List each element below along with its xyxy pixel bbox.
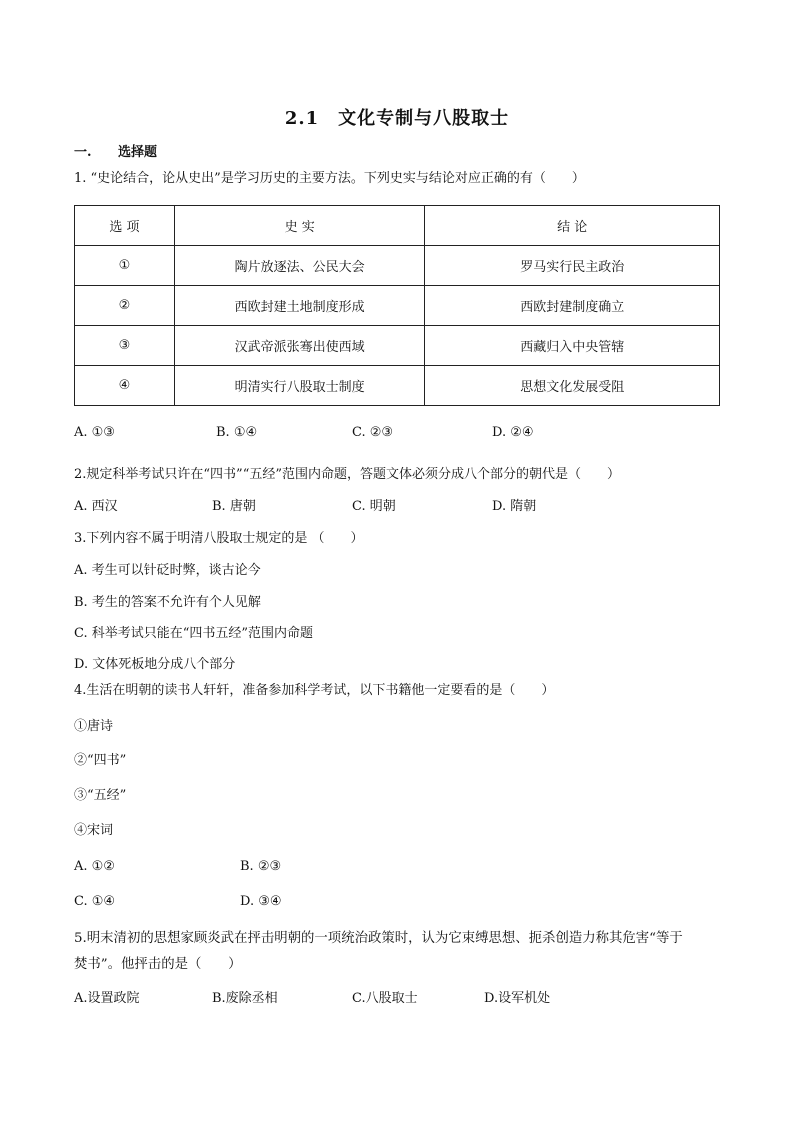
question-4-option-b: B. ②③ xyxy=(240,859,282,874)
table-row xyxy=(75,326,720,366)
question-5-option-c: C.八股取士 xyxy=(352,991,418,1006)
section-number: 一. xyxy=(74,145,92,160)
table-row xyxy=(75,246,720,286)
question-1-option-b: B. ①④ xyxy=(216,425,258,440)
question-4-stem: 4.生活在明朝的读书人轩轩，准备参加科学考试，以下书籍他一定要看的是（ ） xyxy=(74,683,555,698)
question-4-item: ④宋词 xyxy=(74,823,114,838)
section-heading xyxy=(74,144,157,162)
table-cell: ② xyxy=(75,286,175,326)
table-cell: ① xyxy=(75,246,175,286)
table-cell: 西藏归入中央管辖 xyxy=(425,326,720,366)
table-cell: 罗马实行民主政治 xyxy=(425,246,720,286)
question-5-stem: 5.明末清初的思想家顾炎武在抨击明朝的一项统治政策时，认为它束缚思想、扼杀创造力称其危害“等于 xyxy=(74,931,683,946)
question-1-option-a: A. ①③ xyxy=(74,425,115,440)
question-4-item: ②“四书” xyxy=(74,753,127,768)
table-row xyxy=(75,366,720,406)
question-1-option-c: C. ②③ xyxy=(352,425,394,440)
table-row xyxy=(75,286,720,326)
table-cell: 思想文化发展受阻 xyxy=(425,366,720,406)
question-2-option-a: A. 西汉 xyxy=(74,499,118,514)
table-cell: 明清实行八股取士制度 xyxy=(174,366,425,406)
question-3-option-d: D. 文体死板地分成八个部分 xyxy=(74,657,236,672)
table-header-cell: 史 实 xyxy=(174,206,425,246)
table-cell: 西欧封建制度确立 xyxy=(425,286,720,326)
table-header-cell: 结 论 xyxy=(425,206,720,246)
question-2-option-b: B. 唐朝 xyxy=(212,499,256,514)
table-cell: 汉武帝派张骞出使西域 xyxy=(174,326,425,366)
table-cell: 西欧封建土地制度形成 xyxy=(174,286,425,326)
question-3-stem: 3.下列内容不属于明清八股取士规定的是 （ ） xyxy=(74,531,364,546)
question-4-option-d: D. ③④ xyxy=(240,894,282,909)
question-5-stem-continued: 焚书”。他抨击的是（ ） xyxy=(74,957,242,972)
question-4-option-c: C. ①④ xyxy=(74,894,116,909)
table-cell: ④ xyxy=(75,366,175,406)
question-3-option-b: B. 考生的答案不允许有个人见解 xyxy=(74,595,261,610)
table-header-cell: 选 项 xyxy=(75,206,175,246)
table-cell: 陶片放逐法、公民大会 xyxy=(174,246,425,286)
facts-table xyxy=(74,205,720,406)
section-label: 选择题 xyxy=(118,145,158,160)
question-4-item: ③“五经” xyxy=(74,788,127,803)
question-3-option-a: A. 考生可以针砭时弊，谈古论今 xyxy=(74,563,261,578)
question-5-option-b: B.废除丞相 xyxy=(212,991,278,1006)
question-1-option-d: D. ②④ xyxy=(492,425,534,440)
table-cell: ③ xyxy=(75,326,175,366)
question-2-option-c: C. 明朝 xyxy=(352,499,396,514)
question-4-item: ①唐诗 xyxy=(74,719,114,734)
question-2-option-d: D. 隋朝 xyxy=(492,499,537,514)
question-4-option-a: A. ①② xyxy=(74,859,115,874)
question-3-option-c: C. 科举考试只能在“四书五经”范围内命题 xyxy=(74,626,314,641)
question-2-stem: 2.规定科举考试只许在“四书”“五经”范围内命题，答题文体必须分成八个部分的朝代是（ ） xyxy=(74,467,620,482)
question-5-option-d: D.设军机处 xyxy=(484,991,551,1006)
table-header-row xyxy=(75,206,720,246)
question-5-option-a: A.设置政院 xyxy=(74,991,140,1006)
question-1-stem: 1. “史论结合，论从史出”是学习历史的主要方法。下列史实与结论对应正确的有（ ） xyxy=(74,171,585,186)
page-title: 2.1 文化专制与八股取士 xyxy=(284,108,510,129)
